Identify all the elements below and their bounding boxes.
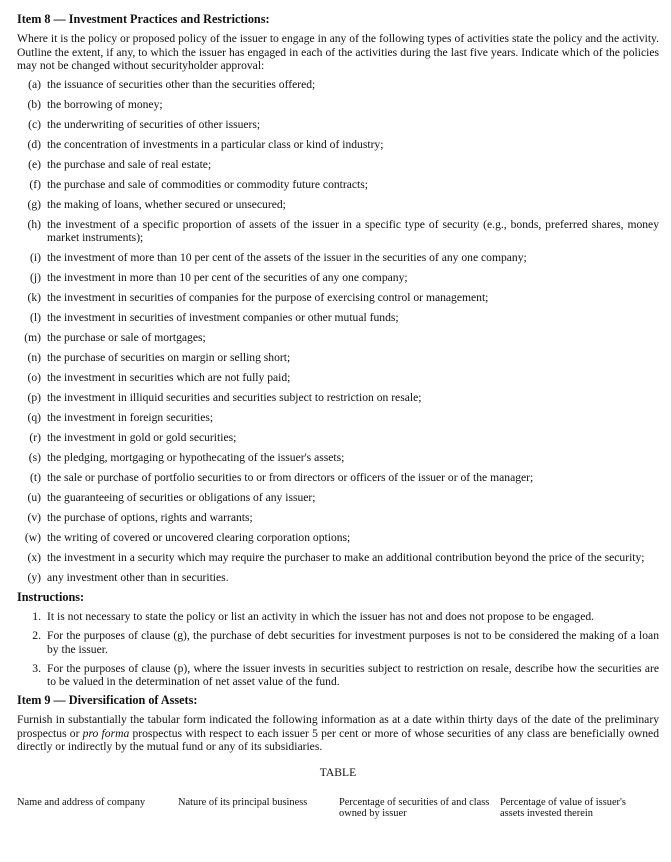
instruction-text: For the purposes of clause (g), the purchase of debt securities for investment purposes is not to be considered the making of a loan by the issuer. [47, 629, 659, 656]
clause-text: the sale or purchase of portfolio securities to or from directors or officers of the issuer or of the manager; [47, 471, 534, 485]
instruction-1 [17, 610, 659, 623]
item-9-intro [17, 713, 659, 753]
clause-text: the purchase of options, rights and warrants; [47, 511, 253, 525]
instruction-3 [17, 662, 659, 689]
item-8-heading: Item 8 — Investment Practices and Restrictions: [17, 12, 270, 26]
clause-label: (l) [30, 311, 41, 325]
clause-h [17, 218, 659, 245]
clause-b [17, 98, 659, 111]
clause-t [17, 471, 659, 484]
clause-r [17, 431, 659, 444]
clause-label: (w) [24, 531, 41, 545]
clause-label: (n) [27, 351, 41, 365]
clause-s [17, 451, 659, 464]
clause-label: (u) [27, 491, 41, 505]
clause-text: the investment in illiquid securities and securities subject to restriction on resale; [47, 391, 422, 405]
intro-italic: pro forma [82, 726, 130, 740]
clause-text: the investment in securities of investment companies or other mutual funds; [47, 311, 399, 325]
intro-text: prospectus with respect to each issuer 5 per cent or more of whose securities of any class are beneficially owned directly or indirectly by the mutual fund or any of its subsidiaries. [17, 726, 659, 754]
clause-text: the guaranteeing of securities or obligations of any issuer; [47, 491, 316, 505]
clause-label: (q) [27, 411, 41, 425]
clause-label: (c) [28, 117, 41, 131]
clause-label: (i) [30, 251, 41, 265]
intro-text: Furnish in substantially the tabular form indicated the following information as at a date within thirty days of the date of the preliminary prospectus or [17, 713, 659, 740]
clause-text: the investment in gold or gold securities; [47, 431, 237, 445]
clause-text: the concentration of investments in a particular class or kind of industry; [47, 137, 384, 151]
clause-label: (h) [27, 217, 41, 231]
clause-label: (f) [29, 177, 41, 191]
clause-label: (p) [27, 391, 41, 405]
clause-label: (o) [27, 371, 41, 385]
clause-x [17, 551, 659, 564]
clause-text: the investment in a security which may require the purchaser to make an additional contribution beyond the price of the security; [47, 551, 645, 565]
column-header: Nature of its principal business [178, 797, 308, 808]
clause-text: the investment in securities which are not fully paid; [47, 371, 291, 385]
instruction-text: For the purposes of clause (p), where the issuer invests in securities subject to restriction on resale, describe how the securities are to be valued in the determination of net asset value of the fund. [47, 661, 659, 689]
clause-text: any investment other than in securities. [47, 571, 229, 585]
clause-label: (j) [30, 271, 41, 285]
clause-text: the purchase and sale of commodities or commodity future contracts; [47, 177, 368, 191]
clause-label: (d) [27, 137, 41, 151]
clause-text: the issuance of securities other than the securities offered; [47, 77, 316, 91]
clause-o [17, 371, 659, 384]
clause-v [17, 511, 659, 524]
clause-text: the purchase or sale of mortgages; [47, 331, 206, 345]
clause-label: (g) [27, 197, 41, 211]
clause-text: the investment of more than 10 per cent of the assets of the issuer in the securities of any one company; [47, 251, 527, 265]
column-header: Name and address of company [17, 797, 146, 808]
clause-label: (v) [27, 511, 41, 525]
clause-d [17, 138, 659, 151]
clause-p [17, 391, 659, 404]
clause-label: (y) [27, 571, 41, 585]
clause-a [17, 78, 659, 91]
clause-text: the underwriting of securities of other issuers; [47, 117, 261, 131]
clause-label: (t) [30, 471, 41, 485]
clause-j [17, 271, 659, 284]
clause-text: the investment in securities of companies for the purpose of exercising control or management; [47, 291, 489, 305]
table-header-row [17, 797, 659, 820]
clause-c [17, 118, 659, 131]
clause-list [17, 78, 659, 585]
clause-e [17, 158, 659, 171]
clause-label: (b) [27, 97, 41, 111]
clause-label: (m) [24, 331, 41, 345]
instruction-text: It is not necessary to state the policy or list an activity in which the issuer has not and does not propose to be engaged. [47, 610, 595, 624]
clause-text: the making of loans, whether secured or unsecured; [47, 197, 286, 211]
instruction-number: 2. [32, 629, 41, 643]
item-8-intro: Where it is the policy or proposed policy of the issuer to engage in any of the following types of activities state the policy and the activity. Outline the extent, if any, to which the issuer has engaged in each of the activities during the last five years. Indicate which of the policies may not be changed without securityholder approval: [17, 32, 659, 73]
column-header: Percentage of securities of and class owned by issuer [339, 797, 490, 820]
clause-m [17, 331, 659, 344]
instructions-list [17, 610, 659, 688]
clause-l [17, 311, 659, 324]
clause-f [17, 178, 659, 191]
table-title: TABLE [319, 765, 357, 779]
clause-label: (x) [27, 551, 41, 565]
clause-n [17, 351, 659, 364]
clause-text: the purchase of securities on margin or selling short; [47, 351, 291, 365]
clause-label: (a) [28, 77, 41, 91]
clause-label: (s) [28, 451, 41, 465]
clause-text: the investment in more than 10 per cent of the securities of any one company; [47, 271, 408, 285]
clause-label: (k) [27, 291, 41, 305]
clause-text: the pledging, mortgaging or hypothecating of the issuer's assets; [47, 451, 345, 465]
clause-text: the investment of a specific proportion of assets of the issuer in a specific type of security (e.g., bonds, preferred shares, money market instruments); [47, 217, 659, 245]
clause-text: the purchase and sale of real estate; [47, 157, 212, 171]
clause-text: the borrowing of money; [47, 97, 163, 111]
column-header: Percentage of value of issuer's assets invested therein [500, 797, 626, 820]
clause-text: the writing of covered or uncovered clearing corporation options; [47, 531, 351, 545]
clause-label: (e) [28, 157, 41, 171]
clause-i [17, 251, 659, 264]
clause-text: the investment in foreign securities; [47, 411, 214, 425]
clause-q [17, 411, 659, 424]
clause-w [17, 531, 659, 544]
instruction-2 [17, 629, 659, 656]
item-9-heading: Item 9 — Diversification of Assets: [17, 692, 198, 707]
clause-label: (r) [29, 431, 41, 445]
instruction-number: 3. [32, 661, 41, 675]
clause-k [17, 291, 659, 304]
instructions-heading: Instructions: [17, 590, 85, 605]
clause-y [17, 571, 659, 584]
clause-g [17, 198, 659, 211]
clause-u [17, 491, 659, 504]
instruction-number: 1. [32, 610, 41, 624]
